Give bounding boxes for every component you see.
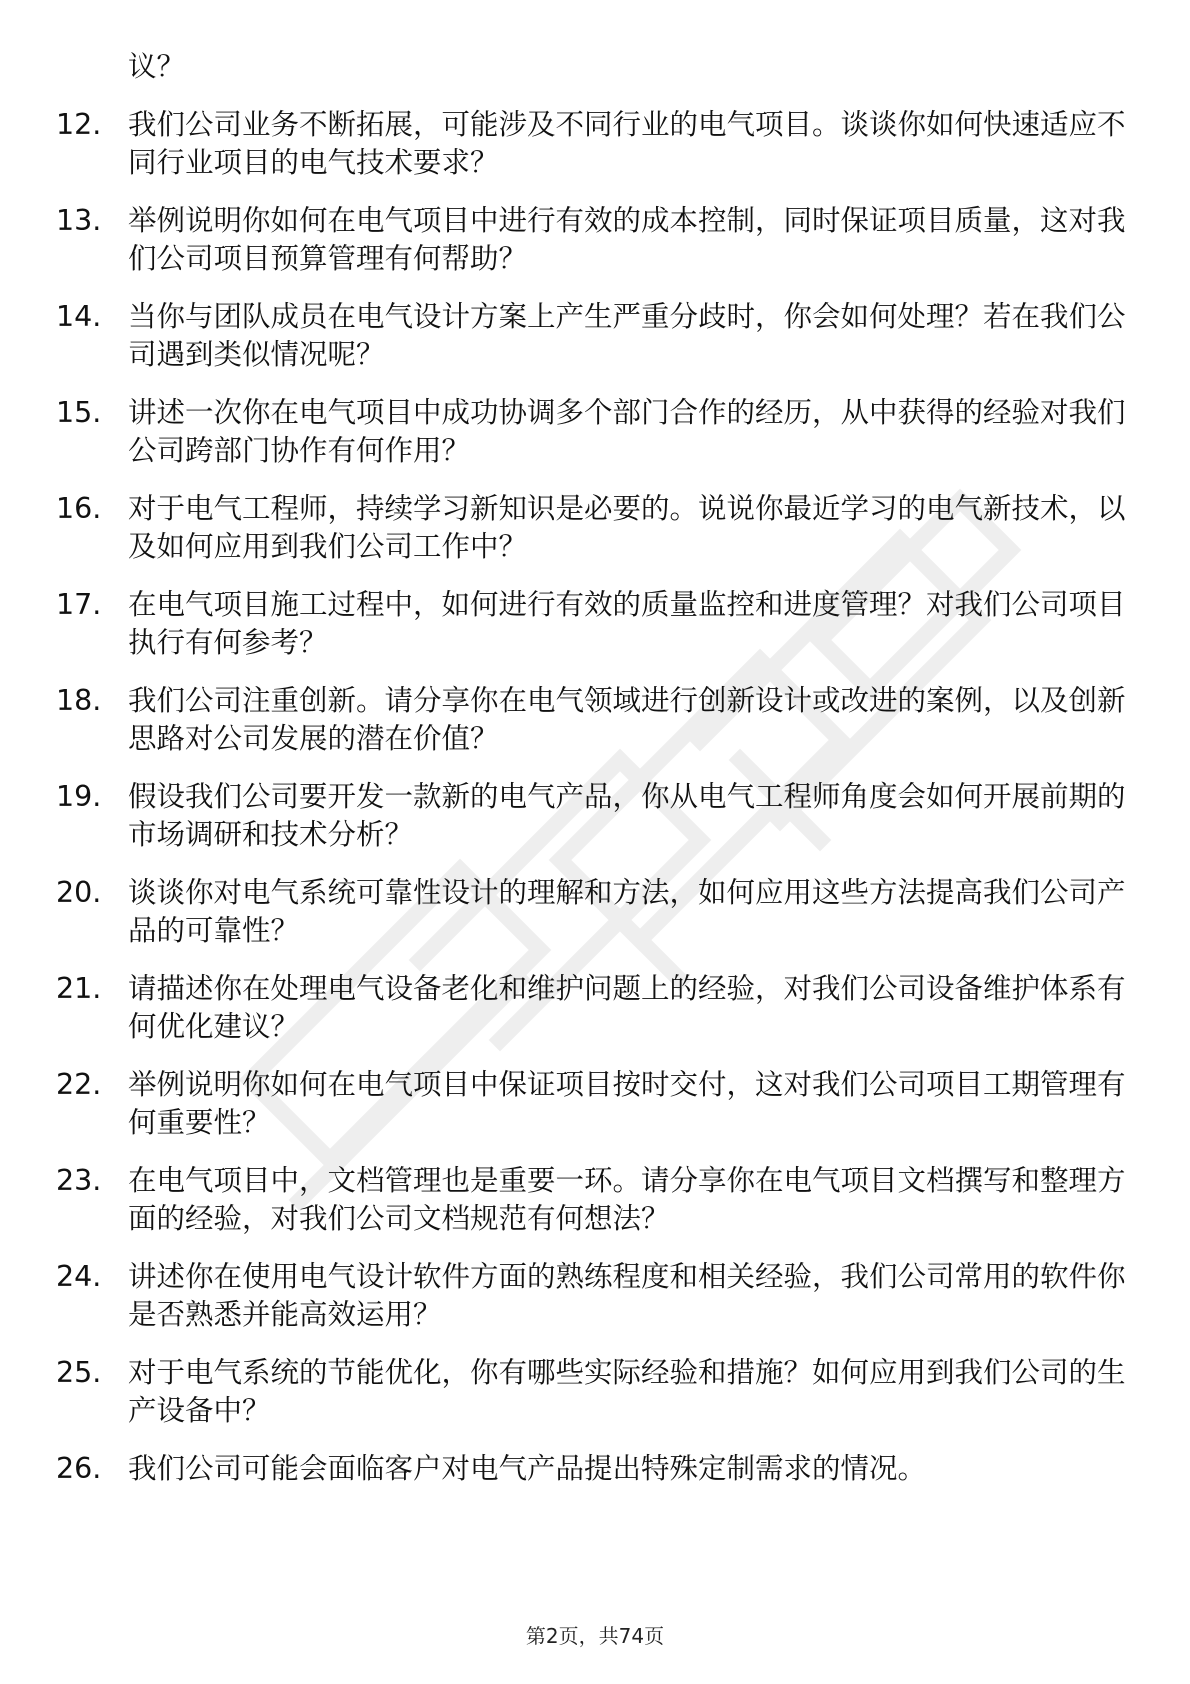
list-item-text: 谈谈你对电气系统可靠性设计的理解和方法，如何应用这些方法提高我们公司产品的可靠性？ bbox=[128, 876, 1126, 947]
list-item-number: 13. bbox=[56, 204, 102, 237]
list-item-text: 我们公司可能会面临客户对电气产品提出特殊定制需求的情况。 bbox=[128, 1452, 927, 1485]
list-item bbox=[56, 202, 1146, 278]
question-list bbox=[56, 48, 1146, 1508]
list-item-text: 举例说明你如何在电气项目中保证项目按时交付，这对我们公司项目工期管理有何重要性？ bbox=[128, 1068, 1126, 1139]
list-item-text: 当你与团队成员在电气设计方案上产生严重分歧时，你会如何处理？若在我们公司遇到类似情况呢？ bbox=[128, 300, 1126, 371]
list-item-text: 对于电气系统的节能优化，你有哪些实际经验和措施？如何应用到我们公司的生产设备中？ bbox=[128, 1356, 1126, 1427]
list-item-text: 讲述一次你在电气项目中成功协调多个部门合作的经历，从中获得的经验对我们公司跨部门协作有何作用？ bbox=[128, 396, 1126, 467]
list-item bbox=[56, 1354, 1146, 1430]
list-item-number: 22. bbox=[56, 1068, 102, 1101]
list-item bbox=[56, 298, 1146, 374]
list-item-text: 讲述你在使用电气设计软件方面的熟练程度和相关经验，我们公司常用的软件你是否熟悉并能高效运用？ bbox=[128, 1260, 1126, 1331]
page-number-label: 第2页，共74页 bbox=[525, 1624, 665, 1648]
list-item-number: 21. bbox=[56, 972, 102, 1005]
list-item-number: 20. bbox=[56, 876, 102, 909]
list-item-text: 在电气项目施工过程中，如何进行有效的质量监控和进度管理？对我们公司项目执行有何参考？ bbox=[128, 588, 1126, 659]
list-item-text: 我们公司业务不断拓展，可能涉及不同行业的电气项目。谈谈你如何快速适应不同行业项目的电气技术要求？ bbox=[128, 108, 1126, 179]
list-item bbox=[56, 1258, 1146, 1334]
list-item bbox=[56, 586, 1146, 662]
list-item-number: 23. bbox=[56, 1164, 102, 1197]
list-item-number: 19. bbox=[56, 780, 102, 813]
list-item bbox=[56, 778, 1146, 854]
list-item-number: 15. bbox=[56, 396, 102, 429]
list-item-number: 24. bbox=[56, 1260, 102, 1293]
list-item bbox=[56, 394, 1146, 470]
list-item bbox=[56, 1450, 1146, 1488]
list-item-number: 26. bbox=[56, 1452, 102, 1485]
list-item-number: 17. bbox=[56, 588, 102, 621]
list-item-text: 我们公司注重创新。请分享你在电气领域进行创新设计或改进的案例，以及创新思路对公司发展的潜在价值？ bbox=[128, 684, 1126, 755]
list-item-text: 请描述你在处理电气设备老化和维护问题上的经验，对我们公司设备维护体系有何优化建议？ bbox=[128, 972, 1126, 1043]
list-item-number: 18. bbox=[56, 684, 102, 717]
list-item bbox=[56, 48, 1146, 86]
list-item-text: 议？ bbox=[128, 50, 186, 83]
page-footer bbox=[0, 1620, 1190, 1649]
list-item bbox=[56, 490, 1146, 566]
list-item-text: 假设我们公司要开发一款新的电气产品，你从电气工程师角度会如何开展前期的市场调研和技术分析？ bbox=[128, 780, 1126, 851]
list-item bbox=[56, 874, 1146, 950]
list-item bbox=[56, 970, 1146, 1046]
list-item-number: 16. bbox=[56, 492, 102, 525]
list-item bbox=[56, 1162, 1146, 1238]
list-item-text: 在电气项目中，文档管理也是重要一环。请分享你在电气项目文档撰写和整理方面的经验，对我们公司文档规范有何想法？ bbox=[128, 1164, 1126, 1235]
list-item-number: 25. bbox=[56, 1356, 102, 1389]
list-item-text: 对于电气工程师，持续学习新知识是必要的。说说你最近学习的电气新技术，以及如何应用到我们公司工作中？ bbox=[128, 492, 1126, 563]
list-item-text: 举例说明你如何在电气项目中进行有效的成本控制，同时保证项目质量，这对我们公司项目预算管理有何帮助？ bbox=[128, 204, 1126, 275]
list-item-number: 12. bbox=[56, 108, 102, 141]
list-item bbox=[56, 1066, 1146, 1142]
list-item bbox=[56, 682, 1146, 758]
list-item bbox=[56, 106, 1146, 182]
list-item-number: 14. bbox=[56, 300, 102, 333]
